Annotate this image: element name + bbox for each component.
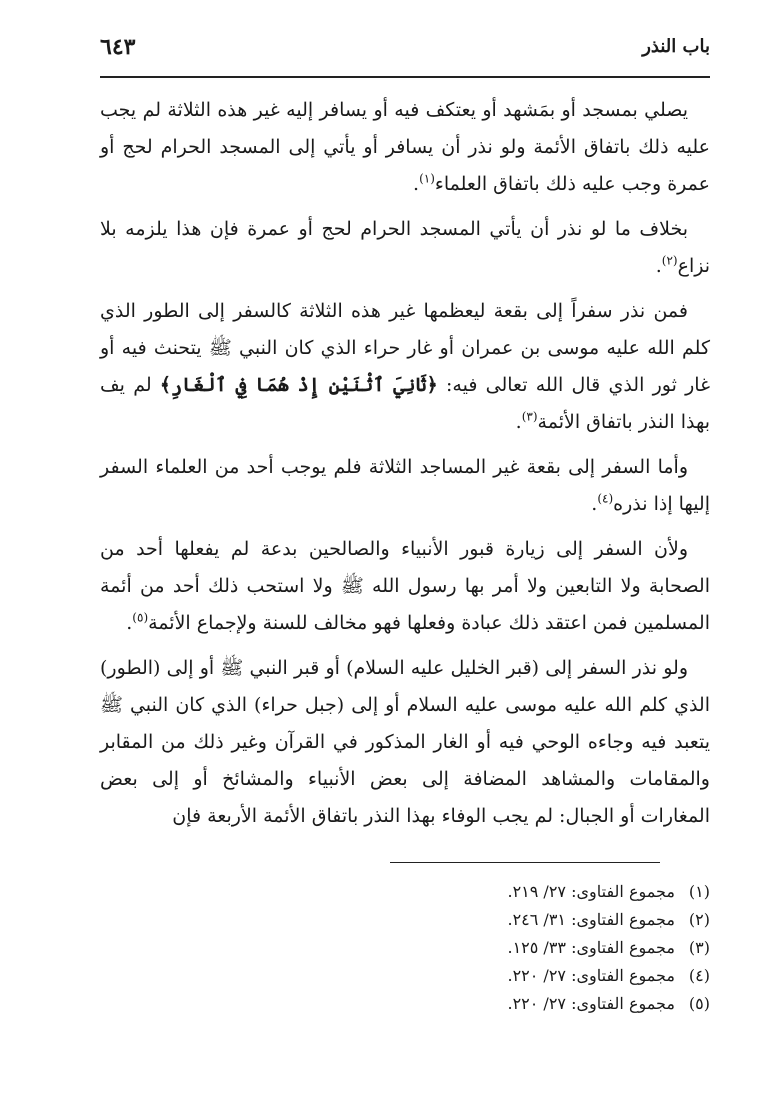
footnote-number: (٢) — [688, 910, 710, 929]
footnote-number: (٤) — [688, 966, 710, 985]
running-title: باب النذر — [642, 36, 710, 57]
paragraph: ولأن السفر إلى زيارة قبور الأنبياء والصالحين بدعة لم يفعلها أحد من الصحابة ولا التابعين ولا أمر بها رسول الله ﷺ ولا استحب ذلك أحد من أئمة المسلمين فمن اعتقد ذلك عبادة وفعلها فهو مخالف للسنة ولإجماع الأئمة$^{(٥)}$. — [100, 538, 710, 634]
main-text — [100, 92, 710, 843]
paragraph-text: ولأن السفر إلى زيارة قبور الأنبياء والصالحين بدعة لم يفعلها أحد من الصحابة ولا التابعين ولا أمر بها رسول الله ﷺ ولا استحب ذلك أحد من أئمة المسلمين فمن اعتقد ذلك عبادة وفعلها فهو مخالف للسنة ولإجماع الأئمة — [100, 538, 710, 634]
paragraph-text: ولو نذر السفر إلى (قبر الخليل عليه السلام) أو قبر النبي ﷺ أو إلى (الطور) الذي كلم الله عليه موسى عليه السلام أو إلى (جبل حراء) الذي كان النبي ﷺ يتعبد فيه وجاءه الوحي فيه أو الغار المذكور في القرآن وغير ذلك من المقابر والمقامات والمشاهد المضافة إلى بعض الأنبياء والمشائخ أو إلى بعض المغارات أو الجبال: لم يجب الوفاء بهذا النذر باتفاق الأئمة الأربعة فإن — [100, 657, 710, 827]
paragraph: فمن نذر سفراً إلى بقعة ليعظمها غير هذه الثلاثة كالسفر إلى الطور الذي كلم الله عليه موسى بن عمران أو غار حراء الذي كان النبي ﷺ يتحنث فيه أو غار ثور الذي قال الله تعالى فيه: ﴿ثَانِيَ ٱثْنَيْنِ إِذْ هُمَا فِي ٱلْغَارِ﴾ لم يف بهذا النذر باتفاق الأئمة$^{(٣)}$. — [100, 300, 711, 433]
footnote — [100, 990, 710, 1018]
footnote-ref: (٢) — [661, 253, 678, 268]
paragraph-text: يصلي بمسجد أو بمَشهد أو يعتكف فيه أو يسافر إليه غير هذه الثلاثة لم يجب عليه ذلك باتفاق الأئمة ولو نذر أن يسافر أو يأتي إلى المسجد الحرام لحج أو عمرة وجب عليه ذلك باتفاق العلماء — [100, 99, 710, 195]
header-rule — [100, 76, 710, 78]
footnote — [100, 934, 710, 962]
footnote-ref: (١) — [419, 171, 435, 186]
footnote-ref: (٥) — [132, 610, 149, 625]
footnote-number: (١) — [688, 882, 710, 901]
footnote-text: مجموع الفتاوى: ٣١/ ٢٤٦. — [507, 910, 675, 929]
footnote-text: مجموع الفتاوى: ٢٧/ ٢٢٠. — [507, 994, 675, 1013]
paragraph — [100, 650, 710, 835]
paragraph: بخلاف ما لو نذر أن يأتي المسجد الحرام لحج أو عمرة فإن هذا يلزمه بلا نزاع$^{(٢)}$. — [100, 218, 710, 277]
footnotes — [100, 878, 710, 1018]
footnote — [100, 906, 710, 934]
footnote — [100, 962, 710, 990]
footnote — [100, 878, 710, 906]
paragraph-text: لم يف بهذا النذر باتفاق الأئمة — [100, 374, 710, 433]
footnote-number: (٣) — [688, 938, 710, 957]
footnote-ref: (٣) — [521, 409, 538, 424]
footnote-number: (٥) — [688, 994, 710, 1013]
footnote-text: مجموع الفتاوى: ٢٧/ ٢١٩. — [507, 882, 675, 901]
paragraph-text: بخلاف ما لو نذر أن يأتي المسجد الحرام لحج أو عمرة فإن هذا يلزمه بلا نزاع — [100, 218, 710, 277]
paragraph: يصلي بمسجد أو بمَشهد أو يعتكف فيه أو يسافر إليه غير هذه الثلاثة لم يجب عليه ذلك باتفاق الأئمة ولو نذر أن يسافر أو يأتي إلى المسجد الحرام لحج أو عمرة وجب عليه ذلك باتفاق العلماء$^{(١)}$. — [100, 99, 710, 195]
footnote-ref: (٤) — [597, 491, 614, 506]
footnote-text: مجموع الفتاوى: ٢٧/ ٢٢٠. — [507, 966, 675, 985]
paragraph: وأما السفر إلى بقعة غير المساجد الثلاثة فلم يوجب أحد من العلماء السفر إليها إذا نذره$^{(٤)}$. — [100, 456, 710, 515]
page-number: ٦٤٣ — [100, 34, 136, 60]
paragraph-text: فمن نذر سفراً إلى بقعة ليعظمها غير هذه الثلاثة كالسفر إلى الطور الذي كلم الله عليه موسى بن عمران أو غار حراء الذي كان النبي ﷺ يتحنث فيه أو غار ثور الذي قال الله تعالى فيه: — [100, 300, 711, 396]
quran-verse: ﴿ثَانِيَ ٱثْنَيْنِ إِذْ هُمَا فِي ٱلْغَارِ﴾ — [159, 374, 438, 396]
page-header — [100, 30, 710, 70]
paragraph-text: وأما السفر إلى بقعة غير المساجد الثلاثة فلم يوجب أحد من العلماء السفر إليها إذا نذره — [100, 456, 710, 515]
footnote-divider — [390, 862, 660, 863]
footnote-text: مجموع الفتاوى: ٣٣/ ١٢٥. — [507, 938, 675, 957]
